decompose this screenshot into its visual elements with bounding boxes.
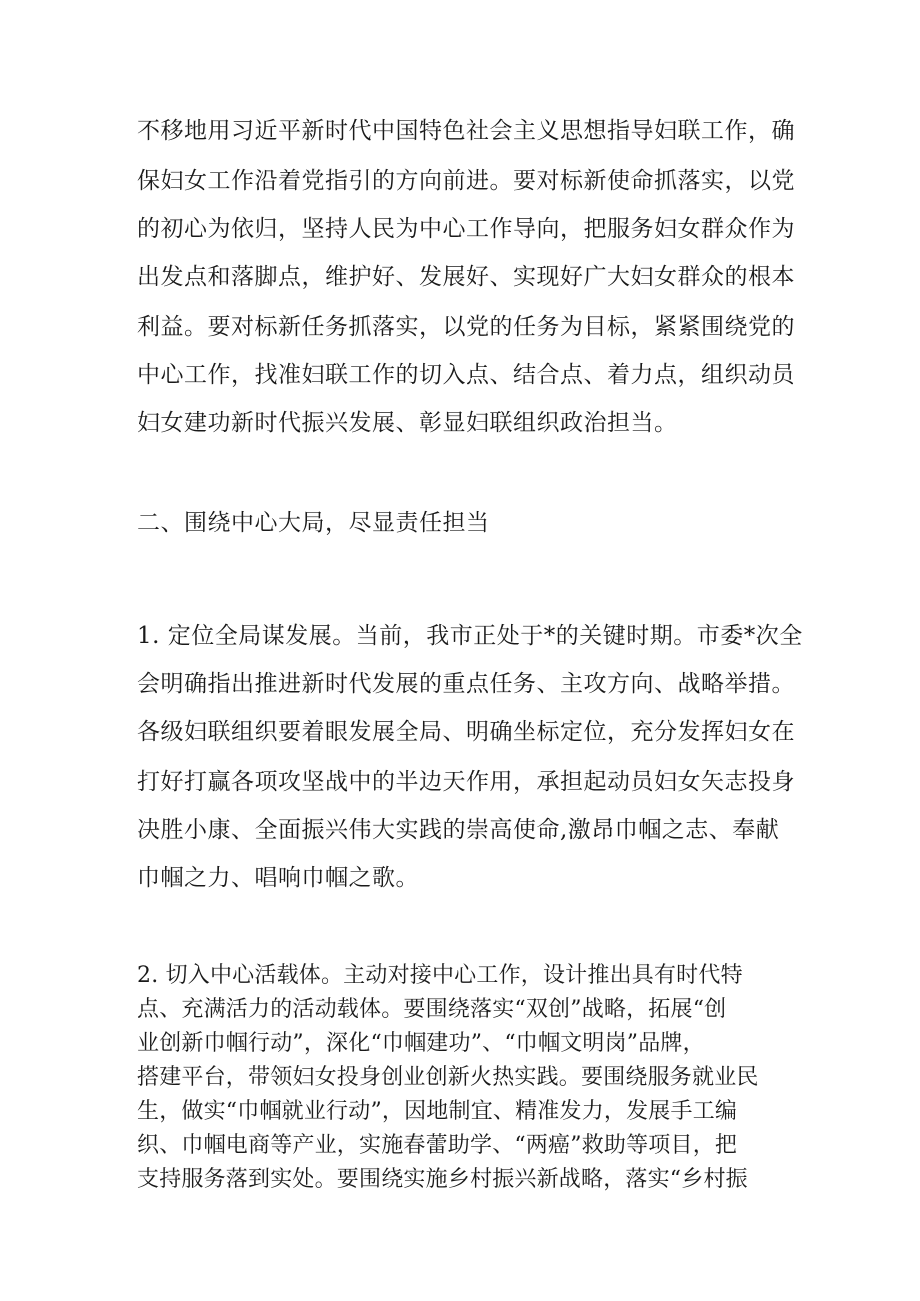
paragraph-line: 妇女建功新时代振兴发展、彰显妇联组织政治担当。 — [137, 410, 678, 436]
paragraph-line: 点、充满活力的活动载体。要围绕落实“双创”战略，拓展“创 — [137, 997, 727, 1022]
paragraph-line: 巾帼之力、唱响巾帼之歌。 — [137, 865, 419, 891]
paragraph-line: 织、巾帼电商等产业，实施春蕾助学、“两癌”救助等项目，把 — [137, 1133, 738, 1158]
paragraph-line: 决胜小康、全面振兴伟大实践的崇高使命,激昂巾帼之志、奉献 — [137, 817, 780, 843]
paragraph-line: 中心工作，找准妇联工作的切入点、结合点、着力点，组织动员 — [137, 362, 795, 388]
paragraph-line: 保妇女工作沿着党指引的方向前进。要对标新使命抓落实，以党 — [137, 168, 795, 194]
paragraph-line: 支持服务落到实处。要围绕实施乡村振兴新战略，落实“乡村振 — [137, 1167, 748, 1192]
paragraph-line: 出发点和落脚点，维护好、发展好、实现好广大妇女群众的根本 — [137, 264, 795, 290]
paragraph-line: 1. 定位全局谋发展。当前，我市正处于*的关键时期。市委*次全 — [137, 623, 803, 649]
paragraph-line: 利益。要对标新任务抓落实，以党的任务为目标，紧紧围绕党的 — [137, 314, 795, 340]
paragraph-line: 打好打赢各项攻坚战中的半边天作用，承担起动员妇女矢志投身 — [137, 769, 795, 795]
paragraph-line: 会明确指出推进新时代发展的重点任务、主攻方向、战略举措。 — [137, 671, 795, 697]
paragraph-line: 各级妇联组织要着眼发展全局、明确坐标定位，充分发挥妇女在 — [137, 719, 795, 745]
paragraph-line: 业创新巾帼行动”，深化“巾帼建功”、“巾帼文明岗”品牌， — [137, 1031, 705, 1056]
paragraph-line: 搭建平台，带领妇女投身创业创新火热实践。要围绕服务就业民 — [137, 1065, 759, 1090]
paragraph-line: 生，做实“巾帼就业行动”，因地制宜、精准发力，发展手工编 — [137, 1099, 738, 1124]
paragraph-line: 2. 切入中心活载体。主动对接中心工作，设计推出具有时代特 — [137, 963, 743, 988]
paragraph-line: 不移地用习近平新时代中国特色社会主义思想指导妇联工作，确 — [137, 118, 795, 144]
paragraph-line: 的初心为依归，坚持人民为中心工作导向，把服务妇女群众作为 — [137, 216, 795, 242]
section-heading: 二、围绕中心大局，尽显责任担当 — [137, 510, 490, 536]
